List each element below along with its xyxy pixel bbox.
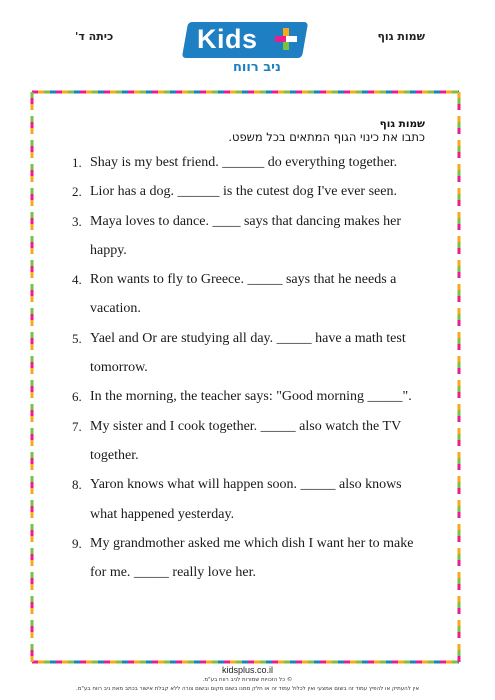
question-number: 5. [72, 330, 82, 346]
question-number: 6. [72, 389, 82, 405]
footer-legal: אין להעתיק או להפיץ עמוד זה בשום אמצעי ואין לכלול עמוד זה או חלק ממנו בשום מקום ובשום צורה ללא קבלת אישור בכתב מאת ניב רווח בע"מ. [75, 686, 420, 692]
question-item [72, 382, 432, 411]
question-number: 4. [72, 272, 82, 288]
question-item [72, 412, 432, 471]
subject-label: שמות גוף [377, 30, 425, 43]
question-item [72, 529, 432, 588]
grade-label: כיתה ד' [75, 30, 114, 43]
logo-subtitle: ניב רווח [233, 60, 281, 75]
question-item [72, 265, 432, 324]
logo-word: Kids [197, 24, 258, 54]
footer-url: kidsplus.co.il [221, 665, 274, 675]
question-number: 8. [72, 477, 82, 493]
worksheet-title: שמות גוף [379, 118, 425, 130]
question-item [72, 470, 432, 529]
question-text: In the morning, the teacher says: "Good morning _____". [90, 389, 412, 405]
question-text: My grandmother asked me which dish I want her to make for me. _____ really love her. [90, 535, 414, 581]
question-number: 7. [72, 418, 82, 434]
question-number: 2. [72, 184, 82, 200]
question-item [72, 324, 432, 383]
question-text: My sister and I cook together. _____ also watch the TV together. [90, 418, 401, 463]
question-list [72, 148, 432, 587]
question-number: 9. [72, 535, 82, 551]
question-text: Yael and Or are studying all day. _____ have a math test tomorrow. [90, 330, 406, 376]
kids-logo [185, 22, 310, 80]
question-item [72, 177, 432, 206]
plus-icon [273, 26, 299, 52]
question-text: Maya loves to dance. ____ says that dancing makes her happy. [90, 213, 402, 258]
worksheet-instruction: כתבו את כינוי הגוף המתאים בכל משפט. [228, 130, 425, 144]
question-text: Ron wants to fly to Greece. _____ says that he needs a vacation. [90, 272, 397, 317]
question-item [72, 148, 432, 177]
footer-copyright: © כל הזכויות שמורות לניב רווח בע"מ. [202, 677, 293, 683]
question-item [72, 207, 432, 266]
question-number: 1. [72, 155, 82, 170]
question-number: 3. [72, 213, 82, 229]
question-text: Lior has a dog. ______ is the cutest dog I've ever seen. [90, 184, 397, 200]
question-text: Shay is my best friend. ______ do everything together. [90, 155, 398, 170]
question-text: Yaron knows what will happen soon. _____ also knows what happened yesterday. [90, 477, 402, 522]
